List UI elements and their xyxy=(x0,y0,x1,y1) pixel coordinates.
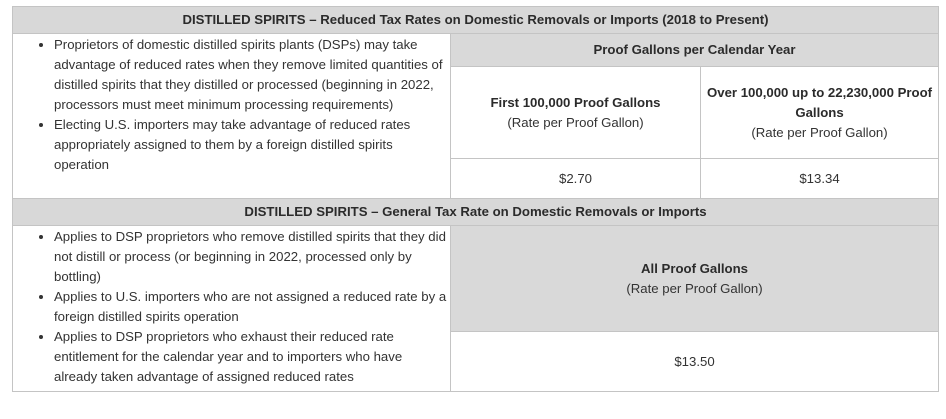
general-header-row xyxy=(13,226,939,332)
list-item: • Applies to DSP proprietors who remove distilled spirits that they did not distill or process (or beginning in 2022, processed only by bottling) xyxy=(54,227,448,287)
list-item: • Applies to DSP proprietors who exhaust their reduced rate entitlement for the calendar year and to importers who have already taken advantage of assigned reduced rates xyxy=(54,327,448,387)
section-title-reduced-rates: DISTILLED SPIRITS – Reduced Tax Rates on Domestic Removals or Imports (2018 to Present) xyxy=(13,7,939,34)
tax-rates-table xyxy=(12,6,939,392)
column-subtitle: (Rate per Proof Gallon) xyxy=(507,114,644,130)
column-subtitle: (Rate per Proof Gallon) xyxy=(626,280,763,296)
reduced-rates-eligibility-list xyxy=(13,34,451,199)
section-header-row-general xyxy=(13,199,939,226)
column-subtitle: (Rate per Proof Gallon) xyxy=(751,124,888,140)
column-title: First 100,000 Proof Gallons xyxy=(490,94,661,110)
list-item: • Proprietors of domestic distilled spirits plants (DSPs) may take advantage of reduced rates when they remove limited quantities of distilled spirits that they distilled or processed (beginning in 2022, processors must meet minimum processing requirements) xyxy=(54,35,448,115)
column-title: All Proof Gallons xyxy=(641,260,748,276)
proof-gallons-group-header: Proof Gallons per Calendar Year xyxy=(451,34,939,67)
list-item: • Applies to U.S. importers who are not assigned a reduced rate by a foreign distilled spirits operation xyxy=(54,287,448,327)
group-header-row xyxy=(13,34,939,67)
rate-value-all-proof-gallons: $13.50 xyxy=(451,332,939,392)
column-title: Over 100,000 up to 22,230,000 Proof Gallons xyxy=(706,84,933,120)
list-item: • Electing U.S. importers may take advantage of reduced rates appropriately assigned to them by a foreign distilled spirits operation xyxy=(54,115,448,175)
section-header-row-reduced xyxy=(13,7,939,34)
column-header-first-100000 xyxy=(451,67,701,159)
column-header-all-proof-gallons xyxy=(451,226,939,332)
section-title-general-rate: DISTILLED SPIRITS – General Tax Rate on Domestic Removals or Imports xyxy=(13,199,939,226)
general-rate-eligibility-list xyxy=(13,226,451,392)
column-header-over-100000 xyxy=(701,67,939,159)
rate-value-over-100000: $13.34 xyxy=(701,159,939,199)
rate-value-first-100000: $2.70 xyxy=(451,159,701,199)
